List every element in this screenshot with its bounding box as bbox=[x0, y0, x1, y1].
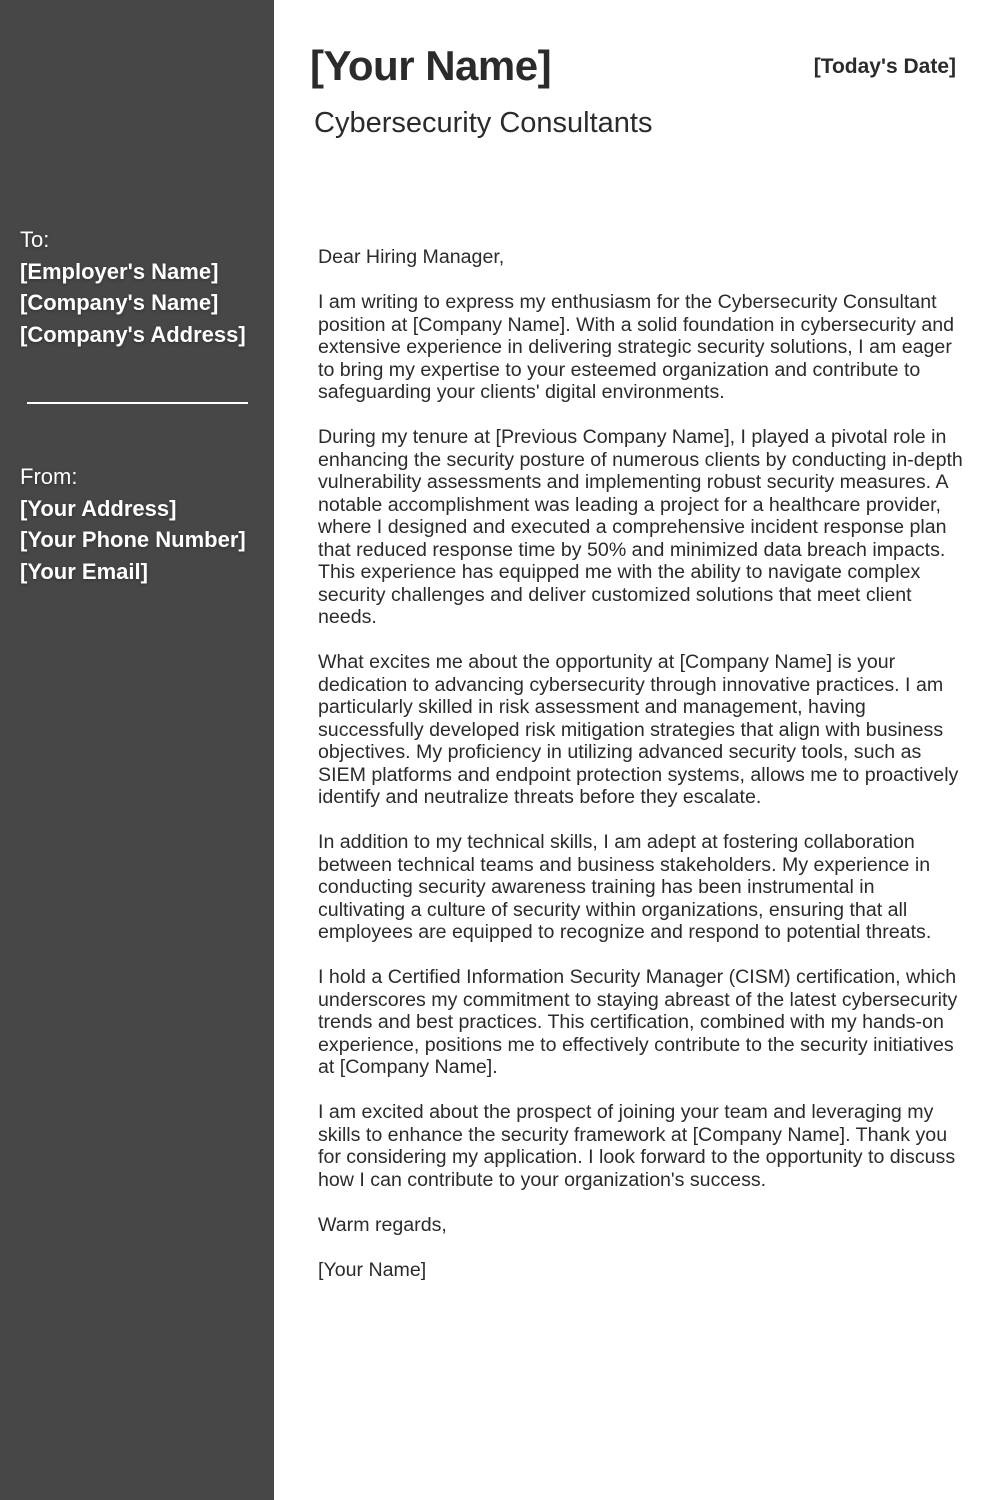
divider bbox=[27, 402, 248, 404]
paragraph: I hold a Certified Information Security Manager (CISM) certification, which underscores my commitment to staying abreast of the latest cybersecurity trends and best practices. This certification, combined with my hands-on experience, positions me to effectively contribute to the security initiatives at [Company Name]. bbox=[318, 966, 958, 1078]
applicant-name: [Your Name] bbox=[310, 42, 552, 89]
signature: [Your Name] bbox=[318, 1258, 427, 1281]
closing: Warm regards, bbox=[318, 1213, 447, 1236]
your-phone: [Your Phone Number] bbox=[20, 527, 246, 552]
paragraph: During my tenure at [Previous Company Name], I played a pivotal role in enhancing the security posture of numerous clients by conducting in-depth vulnerability assessments and implementing robust security measures. A notable accomplishment was leading a project for a healthcare provider, where I designed and executed a comprehensive incident response plan that reduced response time by 50% and minimized data breach impacts. This experience has equipped me with the ability to navigate complex security challenges and deliver customized solutions that meet client needs. bbox=[318, 426, 963, 628]
paragraph: In addition to my technical skills, I am adept at fostering collaboration between technical teams and business stakeholders. My experience in conducting security awareness training has been instrumental in cultivating a culture of security within organizations, ensuring that all employees are equipped to recognize and respond to potential threats. bbox=[318, 831, 932, 943]
paragraph: What excites me about the opportunity at [Company Name] is your dedication to advancing cybersecurity through innovative practices. I am particularly skilled in risk assessment and management, having successfully developed risk mitigation strategies that align with business objectives. My proficiency in utilizing advanced security tools, such as SIEM platforms and endpoint protection systems, allows me to proactively identify and neutralize threats before they escalate. bbox=[318, 651, 959, 808]
sidebar bbox=[0, 0, 274, 1500]
job-title: Cybersecurity Consultants bbox=[314, 107, 653, 139]
paragraph: I am excited about the prospect of joining your team and leveraging my skills to enhance the security framework at [Company Name]. Thank you for considering my application. I look forward to the opportunity to discuss how I can contribute to your organization's success. bbox=[318, 1101, 956, 1191]
salutation: Dear Hiring Manager, bbox=[318, 246, 505, 268]
company-address: [Company's Address] bbox=[20, 321, 246, 347]
letter-body bbox=[318, 246, 963, 1304]
letter-date: [Today's Date] bbox=[813, 55, 956, 78]
paragraph: I am writing to express my enthusiasm for the Cybersecurity Consultant position at [Company Name]. With a solid foundation in cybersecurity and extensive experience in delivering strategic security solutions, I am eager to bring my expertise to your esteemed organization and contribute to safeguarding your clients' digital environments. bbox=[318, 291, 955, 403]
to-label: To: bbox=[20, 227, 50, 252]
employer-name: [Employer's Name] bbox=[20, 258, 219, 284]
your-email: [Your Email] bbox=[20, 558, 148, 584]
recipient-block bbox=[20, 224, 246, 350]
sender-block bbox=[20, 461, 246, 587]
your-address: [Your Address] bbox=[20, 495, 177, 521]
from-label: From: bbox=[20, 464, 78, 489]
company-name: [Company's Name] bbox=[20, 290, 219, 315]
